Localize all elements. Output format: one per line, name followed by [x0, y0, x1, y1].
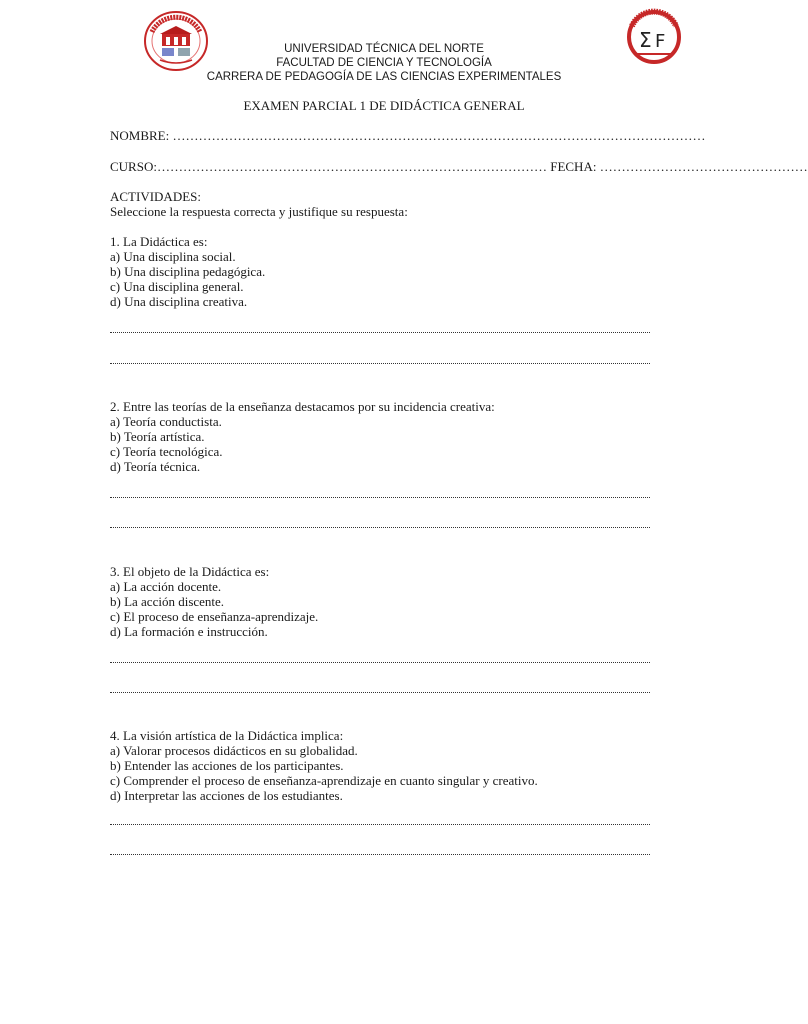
option-d: d) Interpretar las acciones de los estudiantes. [110, 788, 343, 803]
answer-line[interactable] [110, 854, 650, 855]
option-b: b) Teoría artística. [110, 429, 205, 444]
university-name: UNIVERSIDAD TÉCNICA DEL NORTE [284, 43, 484, 55]
institution-header [110, 42, 658, 84]
answer-line[interactable] [110, 824, 650, 825]
option-d: d) Una disciplina creativa. [110, 294, 248, 309]
activities-instruction: Seleccione la respuesta correcta y justifique su respuesta: [110, 204, 408, 219]
svg-text:Σ: Σ [639, 28, 652, 52]
option-d: d) Teoría técnica. [110, 459, 201, 474]
option-a: a) Teoría conductista. [110, 414, 222, 429]
option-b: b) Una disciplina pedagógica. [110, 264, 266, 279]
option-a: a) La acción docente. [110, 579, 222, 594]
nombre-field [110, 128, 705, 144]
option-c: c) Comprender el proceso de enseñanza-aprendizaje en cuanto singular y creativo. [110, 773, 538, 788]
answer-line[interactable] [110, 527, 650, 528]
activities-heading: ACTIVIDADES: [110, 189, 201, 204]
activities-section [110, 189, 408, 219]
option-c: c) El proceso de enseñanza-aprendizaje. [110, 609, 319, 624]
question-2 [110, 399, 495, 474]
exam-title: EXAMEN PARCIAL 1 DE DIDÁCTICA GENERAL [243, 98, 525, 113]
option-b: b) La acción discente. [110, 594, 225, 609]
answer-line[interactable] [110, 363, 650, 364]
curso-label: CURSO: [110, 159, 157, 174]
option-a: a) Valorar procesos didácticos en su globalidad. [110, 743, 358, 758]
question-4 [110, 728, 538, 803]
answer-line[interactable] [110, 662, 650, 663]
answer-line[interactable] [110, 497, 650, 498]
question-3 [110, 564, 318, 639]
question-1 [110, 234, 265, 309]
option-b: b) Entender las acciones de los participantes. [110, 758, 344, 773]
question-text: 1. La Didáctica es: [110, 234, 208, 249]
question-text: 4. La visión artística de la Didáctica implica: [110, 728, 344, 743]
option-a: a) Una disciplina social. [110, 249, 236, 264]
nombre-blank[interactable]: …………………………………………………………………………………………………………… [172, 128, 706, 143]
career-name: CARRERA DE PEDAGOGÍA DE LAS CIENCIAS EXPERIMENTALES [206, 71, 562, 83]
answer-line[interactable] [110, 692, 650, 693]
option-c: c) Una disciplina general. [110, 279, 244, 294]
curso-fecha-field [110, 159, 808, 175]
answer-line[interactable] [110, 332, 650, 333]
nombre-label: NOMBRE: [110, 128, 170, 143]
question-text: 3. El objeto de la Didáctica es: [110, 564, 270, 579]
option-d: d) La formación e instrucción. [110, 624, 268, 639]
svg-text:F: F [655, 31, 666, 52]
curso-blank[interactable]: ……………………………………………………………………………… [156, 159, 547, 174]
fecha-label: FECHA: [550, 159, 597, 174]
option-c: c) Teoría tecnológica. [110, 444, 223, 459]
faculty-name: FACULTAD DE CIENCIA Y TECNOLOGÍA [276, 57, 492, 69]
question-text: 2. Entre las teorías de la enseñanza destacamos por su incidencia creativa: [110, 399, 495, 414]
fecha-blank[interactable]: ………………………………………… [599, 159, 808, 174]
